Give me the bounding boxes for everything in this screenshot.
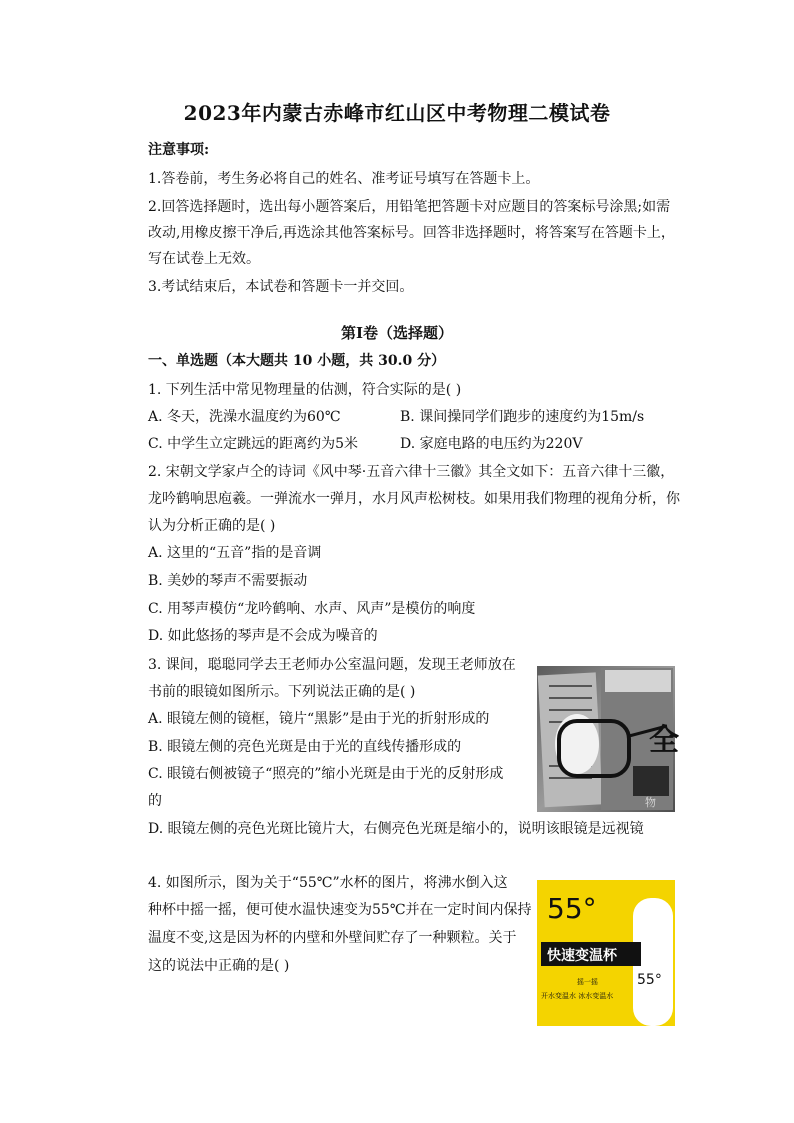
question-3-option-c-cont: 的 bbox=[148, 793, 162, 809]
cup-ad-subtext: 开水变温水 冰水变温水 bbox=[541, 992, 614, 1000]
cup-photo bbox=[537, 880, 675, 1026]
question-4-stem: 这的说法中正确的是( ) bbox=[148, 958, 290, 974]
part-heading: 一、单选题（本大题共 10 小题，共 30.0 分） bbox=[148, 353, 446, 369]
question-3-option-b: B. 眼镜左侧的亮色光斑是由于光的直线传播形成的 bbox=[148, 739, 462, 755]
notice-item: 3.考试结束后，本试卷和答题卡一并交回。 bbox=[148, 279, 414, 295]
question-3-option-d: D. 眼镜左侧的亮色光斑比镜片大，右侧亮色光斑是缩小的，说明该眼镜是远视镜 bbox=[148, 821, 644, 837]
glasses-photo bbox=[537, 666, 679, 812]
notice-item: 1.答卷前，考生务必将自己的姓名、准考证号填写在答题卡上。 bbox=[148, 171, 540, 187]
question-2-stem: 2. 宋朝文学家卢仝的诗词《风中琴·五音六律十三徽》其全文如下：五音六律十三徽， bbox=[148, 464, 675, 480]
section-title: 第Ⅰ卷（选择题） bbox=[340, 324, 454, 342]
question-4-stem: 温度不变,这是因为杯的内壁和外壁间贮存了一种颗粒。关于 bbox=[148, 930, 517, 946]
cup-label: 55° bbox=[637, 972, 662, 988]
question-1-option-c: C. 中学生立定跳远的距离约为5米 bbox=[148, 436, 359, 452]
book-cover-text: 全 bbox=[649, 723, 679, 758]
question-4-stem: 种杯中摇一摇，便可使水温快速变为55℃并在一定时间内保持 bbox=[148, 902, 532, 918]
question-4-stem: 4. 如图所示，图为关于“55℃”水杯的图片，将沸水倒入这 bbox=[148, 875, 508, 891]
glasses-photo-graphic bbox=[537, 666, 679, 812]
notice-heading: 注意事项: bbox=[148, 142, 210, 158]
question-1-option-d: D. 家庭电路的电压约为220V bbox=[400, 436, 583, 452]
cup-photo-graphic bbox=[537, 880, 675, 1026]
question-3-stem: 书前的眼镜如图所示。下列说法正确的是( ) bbox=[148, 684, 416, 700]
notice-item: 改动,用橡皮擦干净后,再选涂其他答案标号。回答非选择题时，将答案写在答题卡上， bbox=[148, 225, 675, 241]
question-2-option-c: C. 用琴声模仿“龙吟鹤响、水声、风声”是模仿的响度 bbox=[148, 601, 476, 617]
notice-item: 写在试卷上无效。 bbox=[148, 251, 260, 267]
question-2-stem: 认为分析正确的是( ) bbox=[148, 518, 276, 534]
notice-item: 2.回答选择题时，选出每小题答案后，用铅笔把答题卡对应题目的答案标号涂黑;如需 bbox=[148, 199, 671, 215]
question-3-option-c: C. 眼镜右侧被镜子“照亮的”缩小光斑是由于光的反射形成 bbox=[148, 766, 504, 782]
question-2-option-d: D. 如此悠扬的琴声是不会成为噪音的 bbox=[148, 628, 378, 644]
question-1-stem: 1. 下列生活中常见物理量的估测，符合实际的是( ) bbox=[148, 382, 462, 398]
page-title: 2023年内蒙古赤峰市红山区中考物理二模试卷 bbox=[183, 101, 611, 125]
question-2-option-b: B. 美妙的琴声不需要振动 bbox=[148, 573, 308, 589]
question-1-option-a: A. 冬天，洗澡水温度约为60℃ bbox=[148, 409, 341, 425]
question-1-option-b: B. 课间操同学们跑步的速度约为15m/s bbox=[400, 409, 645, 425]
question-3-option-a: A. 眼镜左侧的镜框，镜片“黑影”是由于光的折射形成的 bbox=[148, 711, 490, 727]
cup-ad-banner: 快速变温杯 bbox=[547, 948, 617, 964]
cup-ad-subtext: 摇一摇 bbox=[577, 978, 598, 986]
cup-ad-big-label: 55° bbox=[547, 892, 597, 925]
book-cover-text: 物 bbox=[645, 796, 656, 809]
question-2-stem: 龙吟鹤响思庖羲。一弹流水一弹月，水月风声松树枝。如果用我们物理的视角分析，你 bbox=[148, 491, 680, 507]
question-2-option-a: A. 这里的“五音”指的是音调 bbox=[148, 545, 322, 561]
question-3-stem: 3. 课间，聪聪同学去王老师办公室温问题，发现王老师放在 bbox=[148, 657, 516, 673]
